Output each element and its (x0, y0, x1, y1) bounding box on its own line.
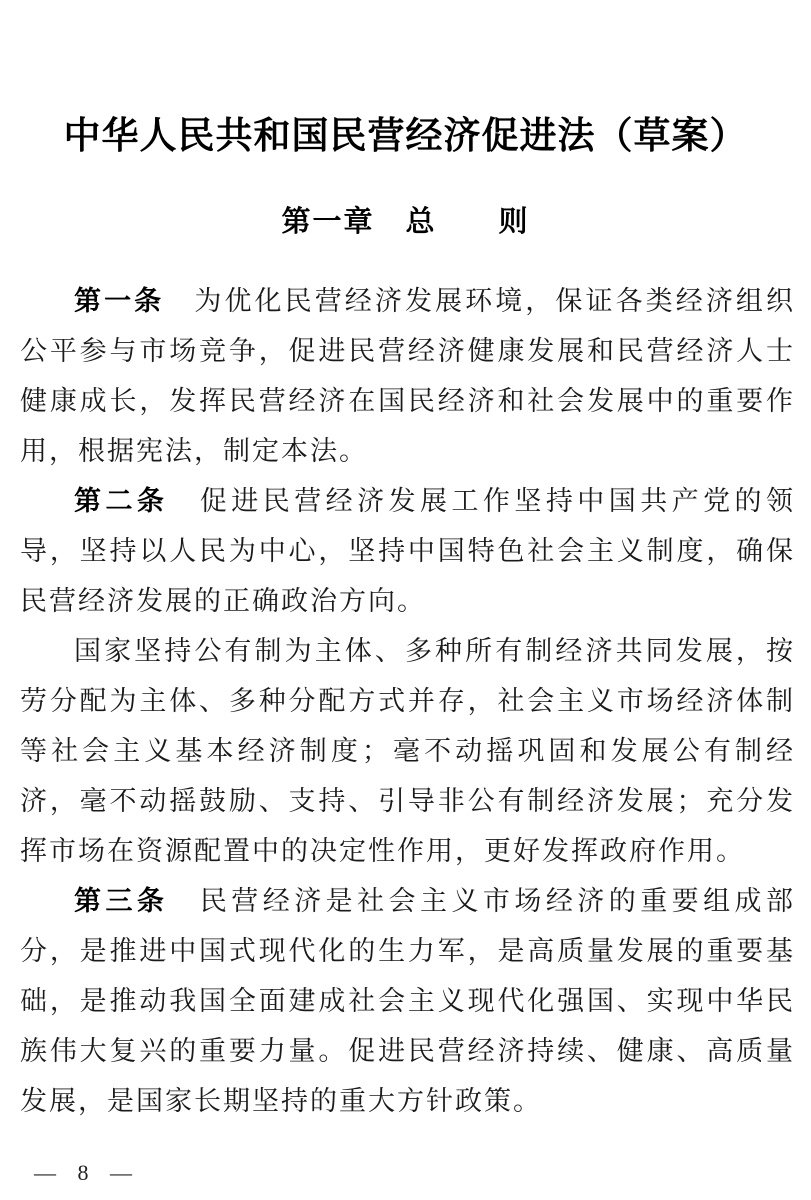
article-number: 第三条 (74, 886, 169, 916)
document-body (20, 276, 795, 1126)
body-paragraph: 第二条 促进民营经济发展工作坚持中国共产党的领导，坚持以人民为中心，坚持中国特色社会主义制度，确保民营经济发展的正确政治方向。 (20, 486, 796, 616)
body-paragraph: 第三条 民营经济是社会主义市场经济的重要组成部分，是推进中国式现代化的生力军，是高质量发展的重要基础，是推动我国全面建成社会主义现代化强国、实现中华民族伟大复兴的重要力量。促进民营经济持续、健康、高质量发展，是国家长期坚持的重大方针政策。 (20, 886, 796, 1116)
chapter-heading: 第一章 总 则 (281, 206, 530, 238)
body-paragraph: 国家坚持公有制为主体、多种所有制经济共同发展，按劳分配为主体、多种分配方式并存，社会主义市场经济体制等社会主义基本经济制度；毫不动摇巩固和发展公有制经济，毫不动摇鼓励、支持、引导非公有制经济发展；充分发挥市场在资源配置中的决定性作用，更好发挥政府作用。 (20, 636, 795, 866)
document-title: 中华人民共和国民营经济促进法（草案） (63, 116, 748, 157)
article-number: 第二条 (74, 486, 169, 516)
page-number: — 8 — (34, 1160, 133, 1185)
body-paragraph: 第一条 为优化民营经济发展环境，保证各类经济组织公平参与市场竞争，促进民营经济健康发展和民营经济人士健康成长，发挥民营经济在国民经济和社会发展中的重要作用，根据宪法，制定本法。 (20, 286, 796, 466)
article-number: 第一条 (74, 286, 165, 316)
